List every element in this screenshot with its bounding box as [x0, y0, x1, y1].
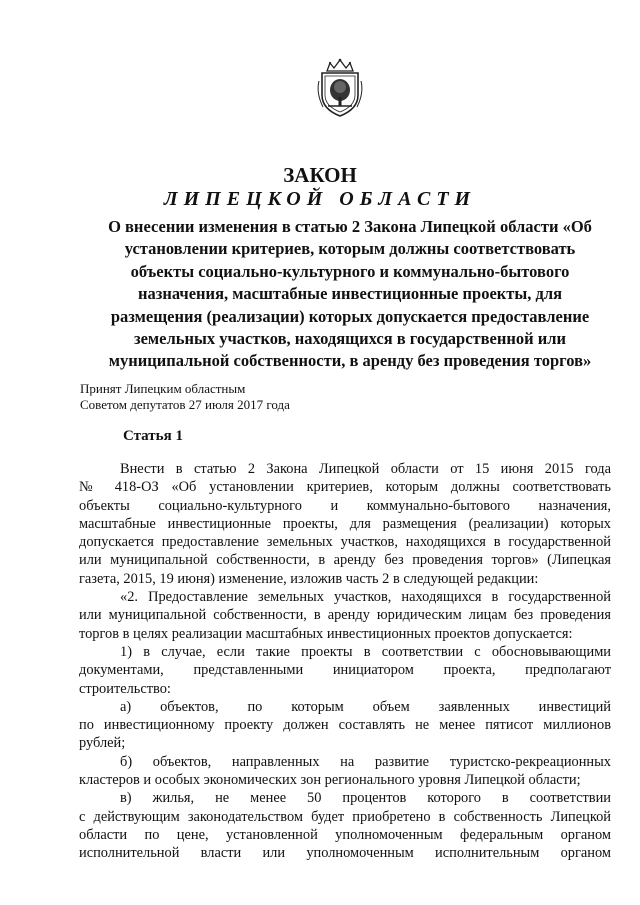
body-line: или муниципальной собственности, в аренду без проведения торгов» (Липецкая	[79, 552, 611, 569]
body-line: б) объектов, направленных на развитие туристско-рекреационных	[120, 753, 611, 770]
heading-line: назначения, масштабные инвестиционные проекты, для	[137, 284, 563, 304]
body-line: кластеров и особых экономических зон регионального уровня Липецкой области;	[79, 772, 581, 789]
law-title: ЗАКОН	[283, 163, 357, 187]
adoption-note	[80, 381, 290, 412]
body-line: документами, представленными инициатором проекта, предполагают	[79, 662, 611, 679]
body-line: 1) в случае, если такие проекты в соответствии с обосновывающими	[120, 643, 611, 660]
body-line: № 418-ОЗ «Об установлении критериев, которым должны соответствовать	[79, 479, 611, 496]
heading-line: объекты социально-культурного и коммунально-бытового	[130, 261, 570, 281]
article-title: Статья 1	[123, 428, 183, 444]
adoption-line: Советом депутатов 27 июля 2017 года	[80, 396, 290, 412]
body-line: «2. Предоставление земельных участков, находящихся в государственной	[120, 589, 611, 606]
body-line: области по цене, установленной уполномоченным федеральным органом	[79, 826, 611, 843]
article-body	[79, 460, 611, 863]
body-line: строительство:	[79, 680, 171, 697]
body-line: газета, 2015, 19 июня) изменение, изложив часть 2 в следующей редакции:	[79, 570, 539, 587]
body-line: с действующим законодательством будет приобретено в собственность Липецкой	[79, 808, 611, 825]
coat-of-arms-emblem	[315, 57, 365, 119]
body-line: торгов в целях реализации масштабных инвестиционных проектов допускается:	[79, 625, 573, 642]
heading-line: О внесении изменения в статью 2 Закона Липецкой области «Об	[108, 217, 592, 236]
body-line: Внести в статью 2 Закона Липецкой области от 15 июня 2015 года	[120, 461, 611, 477]
body-line: исполнительной власти или уполномоченным исполнительным органом	[79, 845, 611, 862]
heading-line: муниципальной собственности, в аренду без проведения торгов»	[108, 351, 592, 371]
body-line: рублей;	[79, 735, 126, 752]
body-line: или муниципальной собственности, в аренду юридическим лицам без проведения	[79, 607, 611, 624]
law-region: ЛИПЕЦКОЙ ОБЛАСТИ	[163, 188, 477, 210]
heading-line: установлении критериев, которым должны соответствовать	[124, 239, 576, 259]
body-line: в) жилья, не менее 50 процентов которого в соответствии	[120, 790, 611, 807]
body-line: масштабные инвестиционные проекты, для размещения (реализации) которых	[79, 515, 611, 532]
heading-line: земельных участков, находящихся в государственной или	[133, 329, 567, 349]
adoption-line: Принят Липецким областным	[80, 381, 246, 396]
body-line: по инвестиционному проекту должен составлять не менее пятисот миллионов	[79, 717, 611, 734]
heading-line: размещения (реализации) которых допускается предоставление	[110, 306, 590, 326]
body-line: допускается предоставление земельных участков, находящихся в государственной	[79, 534, 611, 551]
body-line: объекты социально-культурного и коммунально-бытового назначения,	[79, 497, 611, 514]
law-heading	[80, 216, 620, 373]
body-line: а) объектов, по которым объем заявленных инвестиций	[120, 698, 611, 715]
